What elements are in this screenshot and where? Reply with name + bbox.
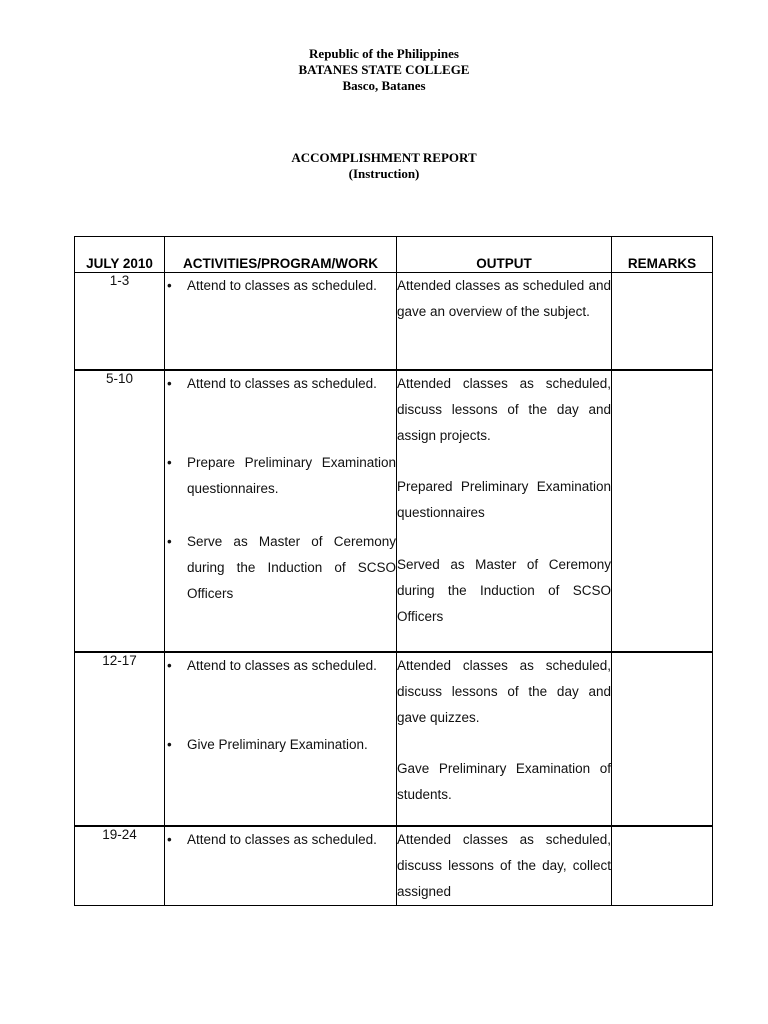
table-header-row xyxy=(75,237,713,273)
activities-cell xyxy=(165,826,397,906)
activity-text: Attend to classes as scheduled. xyxy=(187,278,377,293)
activity-text: Prepare Preliminary Examination questionnaires. xyxy=(187,454,396,496)
column-header-date: JULY 2010 xyxy=(75,237,165,273)
bullet-icon: • xyxy=(167,375,172,391)
header-college: BATANES STATE COLLEGE xyxy=(298,62,470,77)
activity-text: Attend to classes as scheduled. xyxy=(187,831,377,847)
activity-item xyxy=(165,450,396,502)
activity-item xyxy=(165,273,396,299)
activities-cell xyxy=(165,652,397,826)
output-item: Served as Master of Ceremony during the Induction of SCSO Officers xyxy=(397,556,611,624)
table-row xyxy=(75,652,713,826)
bullet-icon: • xyxy=(167,657,172,673)
output-cell xyxy=(397,273,612,370)
table-row xyxy=(75,370,713,652)
bullet-icon: • xyxy=(167,278,172,293)
output-item: Attended classes as scheduled, discuss lessons of the day and assign projects. xyxy=(397,375,611,443)
activity-text: Attend to classes as scheduled. xyxy=(187,375,377,391)
activity-item xyxy=(165,732,396,758)
column-header-output: OUTPUT xyxy=(397,237,612,273)
table-row xyxy=(75,826,713,906)
output-item: Prepared Preliminary Examination questionnaires xyxy=(397,478,611,520)
remarks-cell xyxy=(612,273,713,370)
activity-text: Attend to classes as scheduled. xyxy=(187,657,377,673)
accomplishment-table xyxy=(74,236,713,906)
activities-cell xyxy=(165,370,397,652)
activity-item xyxy=(165,827,396,853)
date-cell: 1-3 xyxy=(75,273,165,370)
remarks-cell xyxy=(612,370,713,652)
table-row xyxy=(75,273,713,370)
output-cell xyxy=(397,826,612,906)
activity-item xyxy=(165,529,396,607)
activity-text: Give Preliminary Examination. xyxy=(187,736,368,752)
activity-item xyxy=(165,653,396,679)
date-cell: 12-17 xyxy=(75,652,165,826)
date-cell: 5-10 xyxy=(75,370,165,652)
output-item: Attended classes as scheduled and gave an overview of the subject. xyxy=(397,278,611,319)
remarks-cell xyxy=(612,652,713,826)
bullet-icon: • xyxy=(167,533,172,549)
output-item: Attended classes as scheduled, discuss lessons of the day, collect assigned xyxy=(397,831,611,899)
bullet-icon: • xyxy=(167,831,172,847)
output-cell xyxy=(397,652,612,826)
remarks-cell xyxy=(612,826,713,906)
activity-item xyxy=(165,371,396,397)
document-header xyxy=(0,46,768,94)
bullet-icon: • xyxy=(167,454,172,470)
header-location: Basco, Batanes xyxy=(342,78,426,93)
date-cell: 19-24 xyxy=(75,826,165,906)
output-cell xyxy=(397,370,612,652)
output-item: Attended classes as scheduled, discuss lessons of the day and gave quizzes. xyxy=(397,657,611,725)
report-title: ACCOMPLISHMENT REPORT xyxy=(291,150,477,165)
report-subtitle: (Instruction) xyxy=(348,166,420,181)
column-header-remarks: REMARKS xyxy=(612,237,713,273)
activity-text: Serve as Master of Ceremony during the Induction of SCSO Officers xyxy=(187,533,396,601)
column-header-activities: ACTIVITIES/PROGRAM/WORK xyxy=(165,237,397,273)
activities-cell xyxy=(165,273,397,370)
bullet-icon: • xyxy=(167,736,172,752)
output-item: Gave Preliminary Examination of students. xyxy=(397,760,611,802)
report-title-block xyxy=(0,150,768,182)
header-republic: Republic of the Philippines xyxy=(309,46,459,61)
